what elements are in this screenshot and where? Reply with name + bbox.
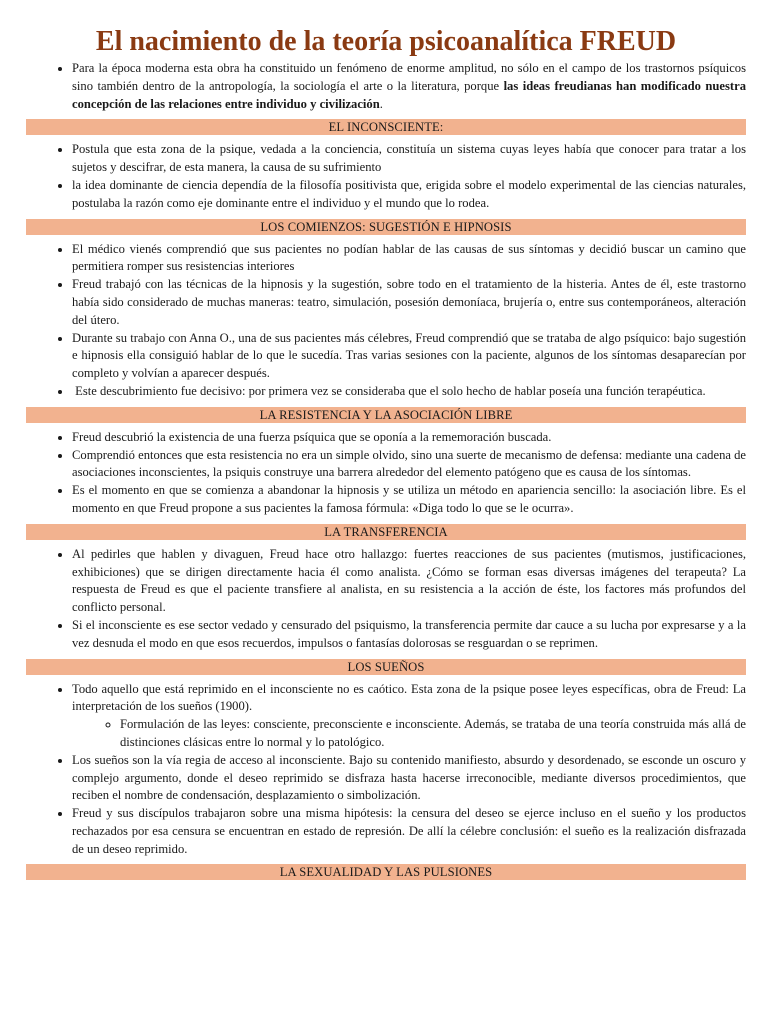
list-item-text: Todo aquello que está reprimido en el inconsciente no es caótico. Esta zona de la psique posee leyes específicas, obra de Freud: La interpretación de los sueños (1900). — [72, 681, 746, 714]
list-item: • Postula que esta zona de la psique, vedada a la conciencia, constituía un sistema cuyas leyes había que conocer para tratar a los sujetos y descifrar, de esta manera, la causa de su sufrimiento — [72, 141, 746, 177]
section-list-transferencia — [26, 546, 746, 653]
section-heading-resistencia: LA RESISTENCIA Y LA ASOCIACIÓN LIBRE — [26, 407, 746, 423]
intro-list — [26, 60, 746, 113]
section-heading-inconsciente: EL INCONSCIENTE: — [26, 119, 746, 135]
document-title: El nacimiento de la teoría psicoanalítica FREUD — [95, 26, 677, 57]
list-item: • Durante su trabajo con Anna O., una de sus pacientes más célebres, Freud comprendió que se trataba de algo psíquico: bajo sugestión e hipnosis ella consiguió hablar de lo que le sucedía. Tras varias sesiones con la paciente, algunos de los síntomas desaparecían por completo y volvían a aparecer después. — [72, 330, 746, 383]
list-item: • Freud trabajó con las técnicas de la hipnosis y la sugestión, sobre todo en el tratamiento de la histeria. Antes de él, este trastorno había sido considerado de muchas maneras: teatro, simulación, posesión demoníaca, brujería o, entre sus contemporáneos, alteración del útero. — [72, 276, 746, 329]
list-item: • Este descubrimiento fue decisivo: por primera vez se consideraba que el solo hecho de hablar poseía una función terapéutica. — [72, 383, 746, 401]
section-list-comienzos — [26, 241, 746, 401]
sub-list — [72, 716, 746, 752]
list-item: • Los sueños son la vía regia de acceso al inconsciente. Bajo su contenido manifiesto, absurdo y desordenado, se esconde un oscuro y complejo argumento, donde el deseo reprimido se disfraza hasta hacerse irreconocible, mediante diversos procedimientos, que reciben el nombre de condensación, desplazamiento o simbolización. — [72, 752, 746, 805]
list-item: • Es el momento en que se comienza a abandonar la hipnosis y se utiliza un método en apariencia sencillo: la asociación libre. Es el momento en que Freud propone a sus pacientes la famosa fórmula: «Diga todo lo que se le ocurra». — [72, 482, 746, 518]
list-item: • Al pedirles que hablen y divaguen, Freud hace otro hallazgo: fuertes reacciones de sus pacientes (mutismos, justificaciones, exhibiciones) que se dirigen directamente hacia él como analista. ¿Cómo se forman esas diversas imágenes del terapeuta? La respuesta de Freud es que el paciente transfiere al analista, en su resistencia a la acción de éste, los factores más profundos del conflicto personal. — [72, 546, 746, 617]
section-list-suenos — [26, 681, 746, 859]
list-item: • Freud y sus discípulos trabajaron sobre una misma hipótesis: la censura del deseo se ejerce incluso en el sueño y los productos rechazados por esa censura se encuentran en estado de represión. De allí la célebre conclusión: el sueño es la realización disfrazada de un deseo reprimido. — [72, 805, 746, 858]
section-heading-sexualidad: LA SEXUALIDAD Y LAS PULSIONES — [26, 864, 746, 880]
sub-list-item: ◦ Formulación de las leyes: consciente, preconsciente e inconsciente. Además, se trataba de una teoría construida más allá de distinciones clásicas entre lo normal y lo patológico. — [120, 716, 746, 752]
list-item: • Si el inconsciente es ese sector vedado y censurado del psiquismo, la transferencia permite dar cauce a su lucha por expresarse y a la vez desnuda el modo en que esos recuerdos, impulsos o fantasías dolorosas se resguardan o se reprimen. — [72, 617, 746, 653]
intro-paragraph — [72, 60, 746, 113]
intro-text: Para la época moderna esta obra ha constituido un fenómeno de enorme amplitud, no sólo en el campo de los trastornos psíquicos sino también dentro de la antropología, la sociología el arte o la literatura, porque — [72, 61, 746, 93]
list-item — [72, 681, 746, 752]
list-item: • la idea dominante de ciencia dependía de la filosofía positivista que, erigida sobre el modelo experimental de las ciencias naturales, postulaba la razón como eje dominante entre el individuo y el mundo que lo rodea. — [72, 177, 746, 213]
list-item: • El médico vienés comprendió que sus pacientes no podían hablar de las causas de sus síntomas y decidió buscar un camino que permitiera romper sus resistencias interiores — [72, 241, 746, 277]
section-heading-transferencia: LA TRANSFERENCIA — [26, 524, 746, 540]
section-list-resistencia — [26, 429, 746, 518]
list-item: • Comprendió entonces que esta resistencia no era un simple olvido, sino una suerte de mecanismo de defensa: mediante una cadena de asociaciones inconscientes, la psiquis construye una barrera alrededor del elemento patógeno que es causa de los síntomas. — [72, 447, 746, 483]
intro-text-end: . — [379, 96, 383, 111]
list-item: • Freud descubrió la existencia de una fuerza psíquica que se oponía a la rememoración buscada. — [72, 429, 746, 447]
section-list-inconsciente — [26, 141, 746, 212]
section-heading-suenos: LOS SUEÑOS — [26, 659, 746, 675]
intro-bold-text: las ideas freudianas han modificado nuestra concepción de las relaciones entre individuo y civilización — [72, 78, 746, 111]
section-heading-comienzos: LOS COMIENZOS: SUGESTIÓN E HIPNOSIS — [26, 219, 746, 235]
